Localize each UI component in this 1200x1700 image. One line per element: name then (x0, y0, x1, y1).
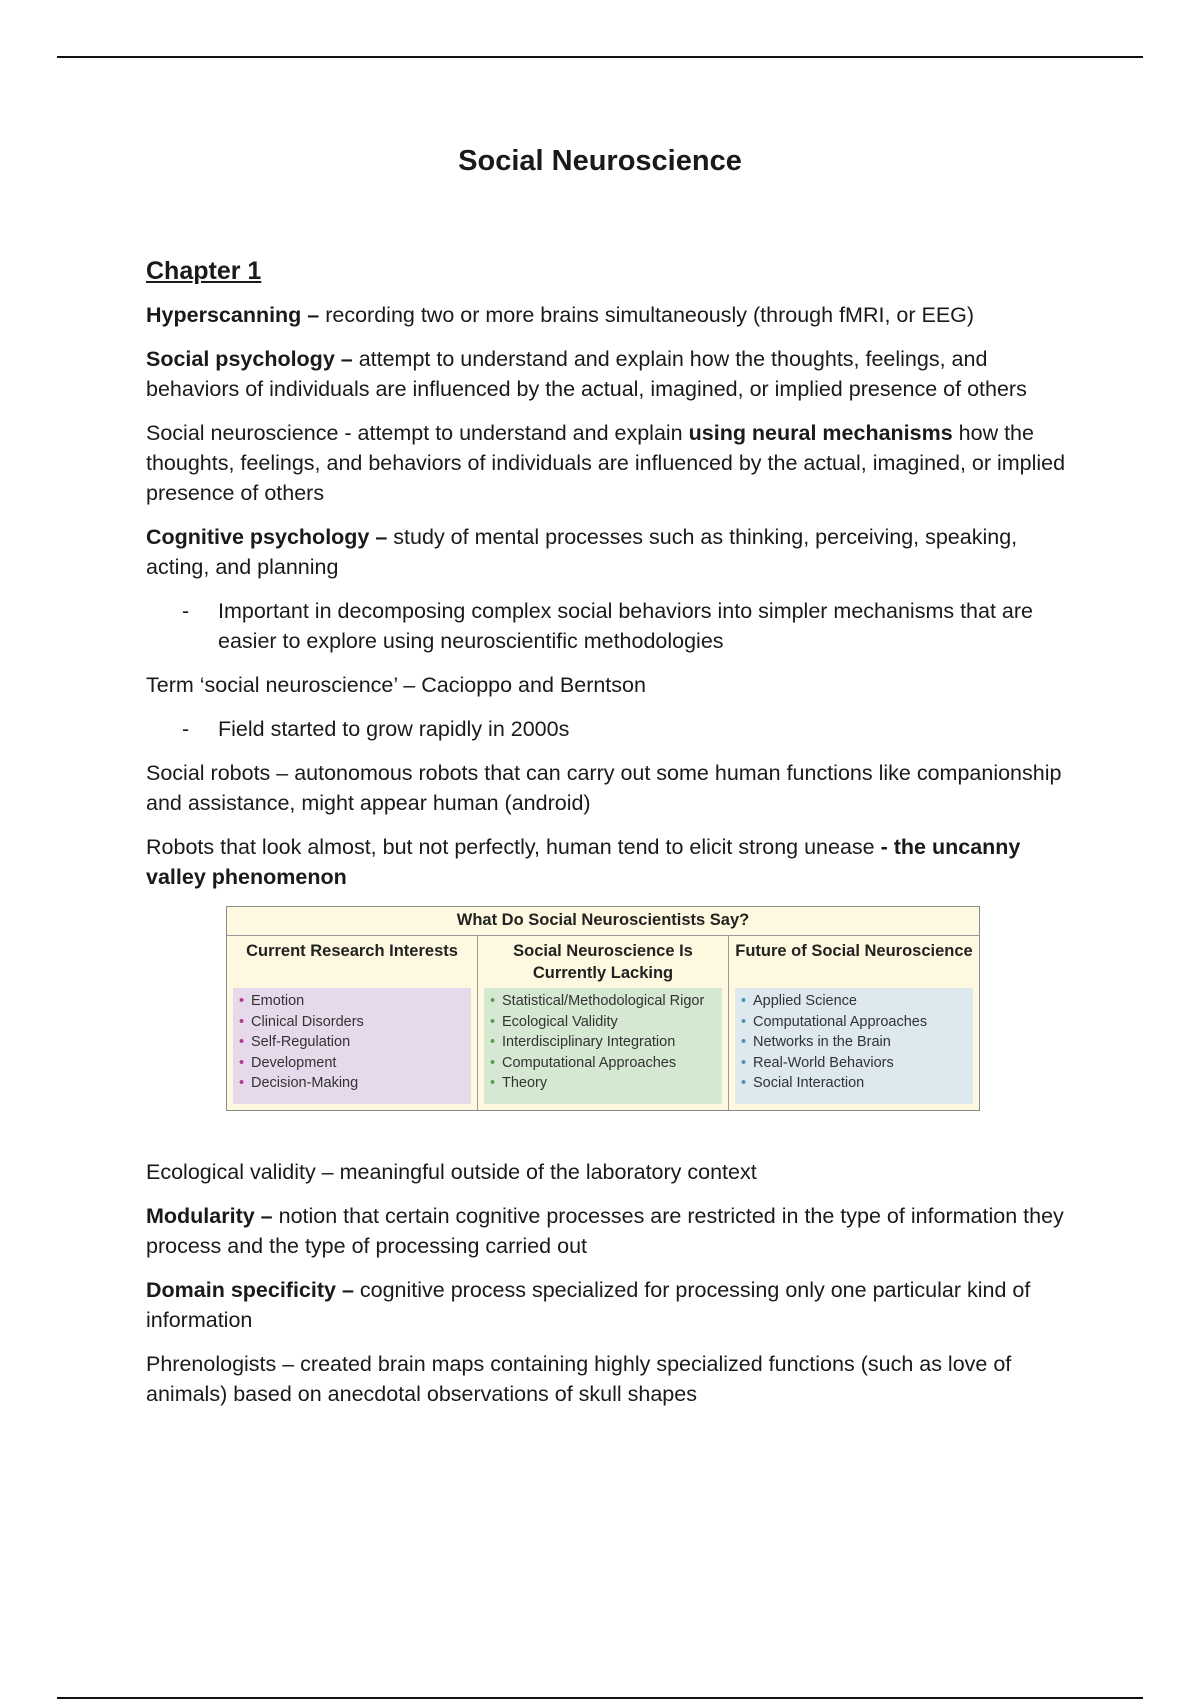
column-list (233, 988, 471, 1104)
bullet-marker: • (741, 1054, 747, 1071)
term: Modularity – (146, 1204, 273, 1228)
definition-domain-specificity (146, 1275, 1076, 1335)
bullet-marker: • (490, 993, 496, 1009)
paragraph-text: Robots that look almost, but not perfectly, human tend to elicit strong unease (146, 835, 881, 859)
list-item (741, 1073, 967, 1094)
list-item (741, 1032, 967, 1053)
definition-text: attempt to understand and explain how the thoughts, feelings, and behaviors of individuals are influenced by the actual, imagined, or implied presence of others (146, 347, 1027, 401)
item-text: Self-Regulation (251, 1034, 351, 1050)
item-text: Emotion (251, 993, 305, 1009)
list-item (239, 1053, 465, 1074)
definition-social-robots: Social robots – autonomous robots that can carry out some human functions like companionship and assistance, might appear human (android) (146, 761, 1062, 815)
column-list (484, 988, 722, 1104)
term-origin: Term ‘social neuroscience’ – Cacioppo and Berntson (146, 673, 646, 697)
definition-social-neuroscience (146, 418, 1076, 508)
list-item (239, 1073, 465, 1094)
table-column (227, 936, 477, 1110)
list-item (490, 1032, 716, 1053)
bullet-marker: • (239, 1013, 245, 1030)
term: Hyperscanning – (146, 303, 320, 327)
item-text: Development (251, 1054, 337, 1071)
term: Social psychology – (146, 347, 353, 371)
dash-marker: - (182, 717, 190, 741)
item-text: Ecological Validity (502, 1013, 618, 1030)
list-item (741, 1012, 967, 1033)
bullet-marker: • (490, 1034, 496, 1050)
list-item (239, 1032, 465, 1053)
item-text: Applied Science (753, 993, 857, 1009)
table-column (728, 936, 979, 1110)
item-text: Statistical/Methodological Rigor (502, 993, 705, 1009)
list-item (741, 991, 967, 1012)
emphasis: using neural mechanisms (688, 421, 953, 445)
list-item (490, 1012, 716, 1033)
bullet-marker: • (741, 1034, 747, 1050)
dash-marker: - (182, 599, 190, 623)
list-item (741, 1053, 967, 1074)
bullet-marker: • (490, 1013, 496, 1030)
page-title: Social Neuroscience (458, 145, 742, 177)
definition-modularity (146, 1201, 1076, 1261)
bullet-marker: • (239, 993, 245, 1009)
table-column (477, 936, 728, 1110)
item-text: Real-World Behaviors (753, 1054, 894, 1071)
uncanny-valley (146, 832, 1076, 892)
item-text: Clinical Disorders (251, 1013, 364, 1030)
item-text: Interdisciplinary Integration (502, 1034, 676, 1050)
definition-text: how the thoughts, feelings, and behaviors of individuals are influenced by the actual, imagined, or implied presence of others (146, 421, 1066, 505)
definition-text: notion that certain cognitive processes are restricted in the type of information they process and the type of processing carried out (146, 1204, 1064, 1258)
definition-phrenologists: Phrenologists – created brain maps containing highly specialized functions (such as love of animals) based on anecdotal observations of skull shapes (146, 1352, 1012, 1406)
bullet-item (146, 596, 1076, 656)
column-heading: Social Neuroscience Is Currently Lacking (513, 942, 693, 982)
term: Cognitive psychology – (146, 525, 388, 549)
bullet-item (146, 714, 1076, 744)
bullet-marker: • (239, 1075, 245, 1091)
definition-social-psychology (146, 344, 1076, 404)
column-heading: Current Research Interests (246, 942, 458, 960)
definition-text: study of mental processes such as thinking, perceiving, speaking, acting, and planning (146, 525, 1018, 579)
definition-ecological-validity: Ecological validity – meaningful outside of the laboratory context (146, 1160, 757, 1184)
bullet-marker: • (741, 1075, 747, 1091)
definition-text: cognitive process specialized for processing only one particular kind of information (146, 1278, 1031, 1332)
definition-text: recording two or more brains simultaneously (through fMRI, or EEG) (319, 303, 975, 327)
item-text: Networks in the Brain (753, 1034, 891, 1050)
figure-table (226, 906, 978, 1111)
bullet-text: Field started to grow rapidly in 2000s (218, 717, 570, 741)
bottom-rule (57, 1697, 1143, 1699)
bullet-marker: • (490, 1075, 496, 1091)
bullet-marker: • (741, 993, 747, 1009)
item-text: Decision-Making (251, 1075, 359, 1091)
bullet-marker: • (239, 1034, 245, 1050)
list-item (490, 991, 716, 1012)
emphasis: - the uncanny valley phenomenon (146, 835, 1021, 889)
bullet-marker: • (741, 1013, 747, 1030)
chapter-heading: Chapter 1 (146, 257, 262, 285)
term: Domain specificity – (146, 1278, 354, 1302)
list-item (239, 1012, 465, 1033)
bullet-text: Important in decomposing complex social behaviors into simpler mechanisms that are easier to explore using neuroscientific methodologies (218, 599, 1033, 653)
list-item (490, 1053, 716, 1074)
column-list (735, 988, 973, 1104)
list-item (239, 991, 465, 1012)
list-item (490, 1073, 716, 1094)
definition-cognitive-psychology (146, 522, 1076, 582)
bullet-marker: • (239, 1054, 245, 1071)
column-heading: Future of Social Neuroscience (735, 942, 973, 960)
definition-hyperscanning (146, 300, 1076, 330)
item-text: Social Interaction (753, 1075, 865, 1091)
bullet-marker: • (490, 1054, 496, 1071)
summary-table (226, 906, 980, 1111)
table-title: What Do Social Neuroscientists Say? (227, 907, 979, 936)
table-columns (227, 936, 979, 1110)
item-text: Computational Approaches (753, 1013, 928, 1030)
top-rule (57, 56, 1143, 58)
item-text: Theory (502, 1075, 548, 1091)
item-text: Computational Approaches (502, 1054, 677, 1071)
definition-text: Social neuroscience - attempt to understand and explain (146, 421, 689, 445)
document-body (146, 256, 1076, 1423)
